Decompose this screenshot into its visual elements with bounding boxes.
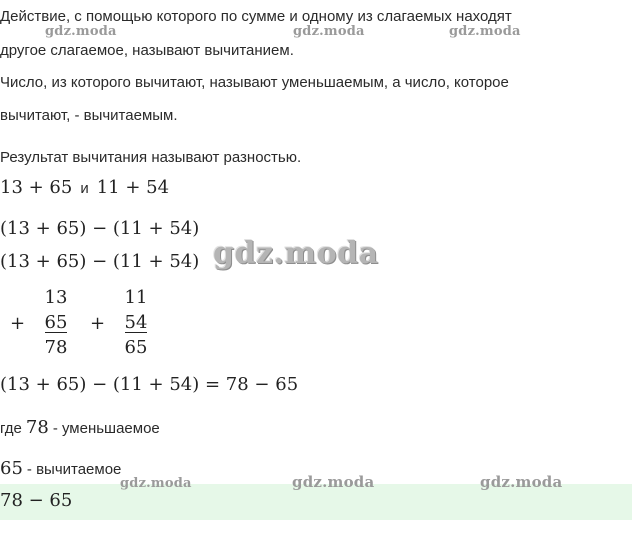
column-left-sign: + [10, 313, 26, 334]
minuend-value: 78 [25, 417, 49, 438]
definition-line-4: вычитают, - вычитаемым. [0, 107, 178, 124]
sum-pair [0, 177, 169, 198]
sum-right: 11 + 54 [96, 177, 170, 198]
definition-line-2: другое слагаемое, называют вычитанием. [0, 42, 294, 59]
watermark: gdz.moda [293, 24, 365, 39]
sum-left: 13 + 65 [0, 177, 73, 198]
column-right-top: 11 [124, 287, 148, 308]
minuend-suffix: - уменьшаемое [52, 420, 160, 437]
column-right-result: 65 [124, 337, 148, 358]
column-right-bottom-value: 54 [124, 312, 148, 333]
definition-line-3: Число, из которого вычитают, называют уменьшаемым, а число, которое [0, 74, 509, 91]
column-left-bottom-value: 65 [44, 312, 68, 333]
watermark-large: gdz.moda [213, 236, 379, 271]
definition-line-5: Результат вычитания называют разностью. [0, 149, 302, 166]
answer-expression: 78 − 65 [0, 490, 73, 511]
watermark: gdz.moda [292, 473, 375, 491]
watermark: gdz.moda [480, 473, 563, 491]
column-left-top: 13 [44, 287, 68, 308]
definition-line-1: Действие, с помощью которого по сумме и одному из слагаемых находят [0, 8, 512, 25]
minuend-prefix: где [0, 420, 22, 437]
watermark: gdz.moda [45, 24, 117, 39]
result-equation: (13 + 65) − (11 + 54) = 78 − 65 [0, 374, 299, 395]
column-right-bottom [116, 312, 156, 333]
subtrahend-explanation [0, 458, 121, 479]
subtrahend-suffix: - вычитаемое [26, 461, 122, 478]
column-right-sign: + [90, 313, 106, 334]
watermark: gdz.moda [449, 24, 521, 39]
column-left-bottom [36, 312, 76, 333]
difference-expression-1: (13 + 65) − (11 + 54) [0, 218, 200, 239]
column-left-result: 78 [44, 337, 68, 358]
difference-expression-2: (13 + 65) − (11 + 54) [0, 251, 200, 272]
sum-conjunction: и [80, 180, 89, 197]
minuend-explanation [0, 417, 160, 438]
watermark: gdz.moda [120, 476, 192, 491]
subtrahend-value: 65 [0, 458, 23, 479]
